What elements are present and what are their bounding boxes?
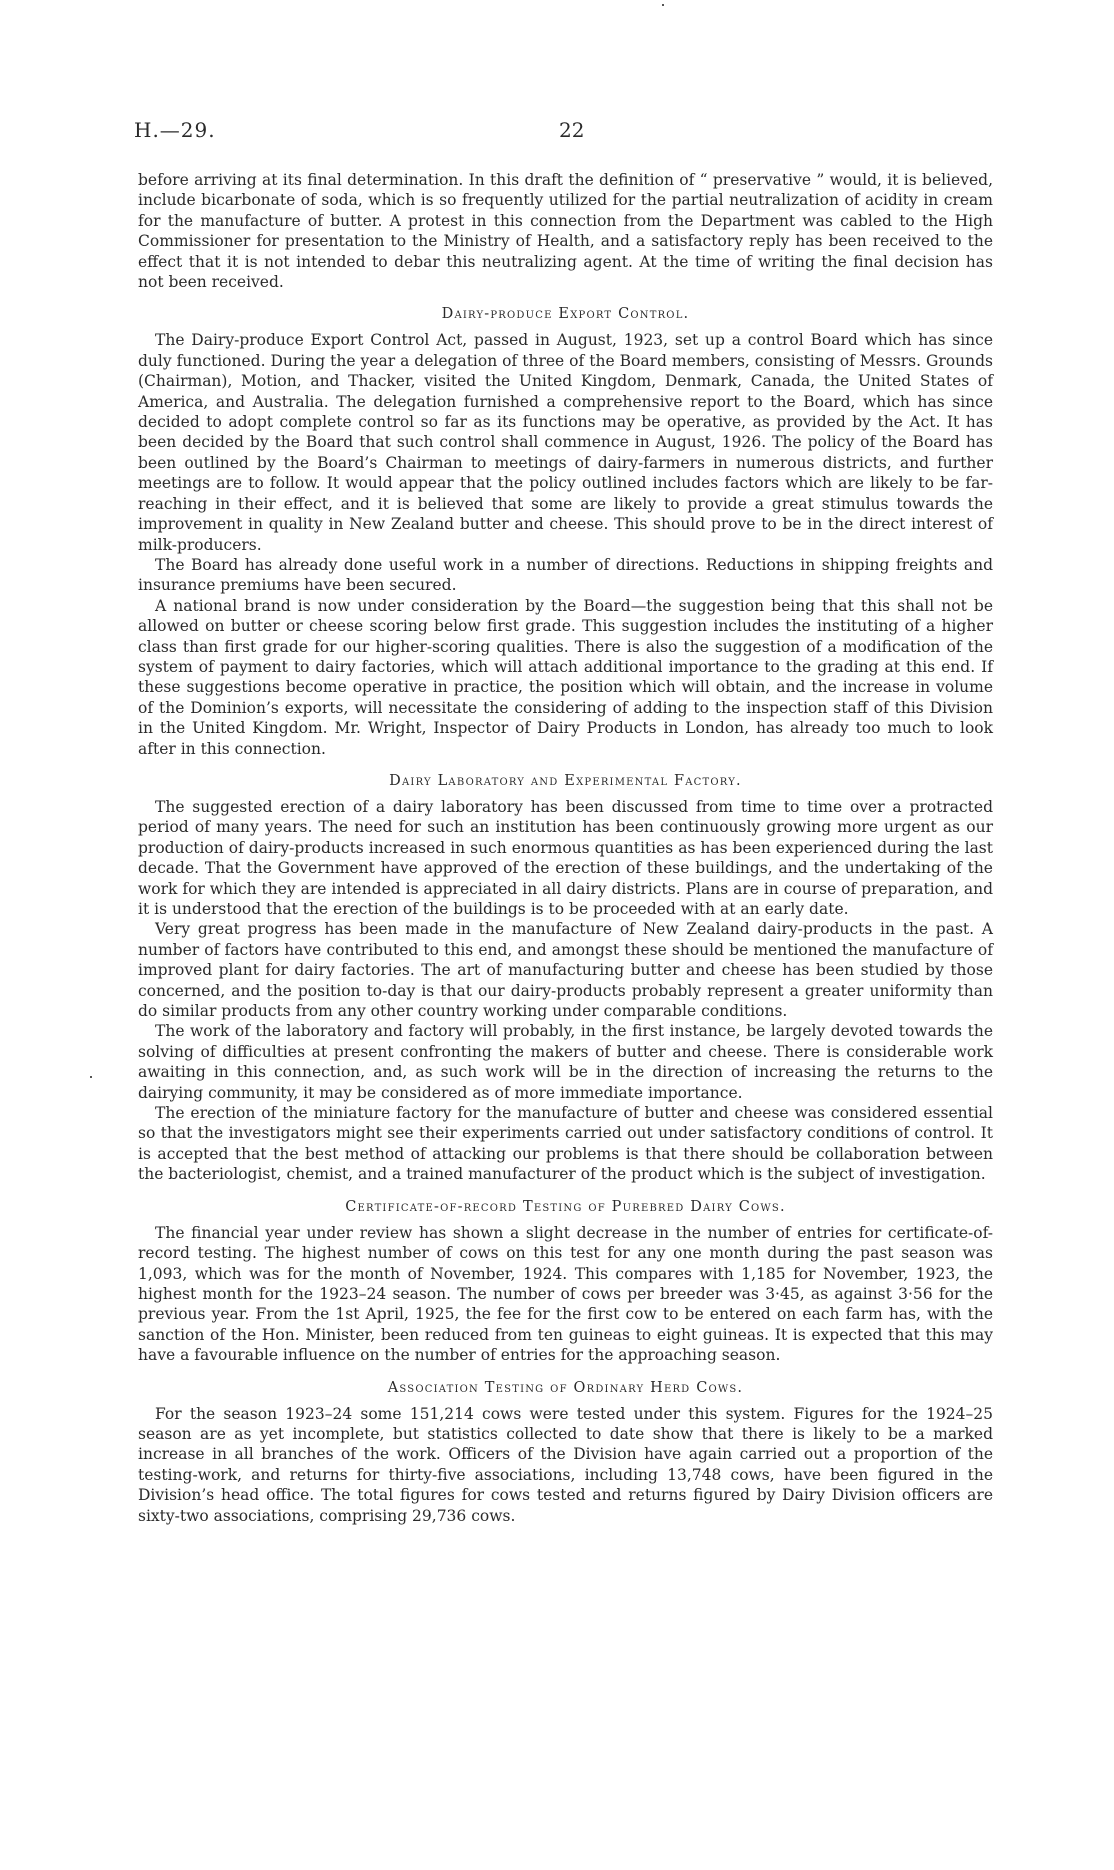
paragraph: The erection of the miniature factory for the manufacture of butter and cheese was considered essential so that the investigators might see their experiments carried out under satisfactory conditions of control. It is accepted that the best method of attacking our problems is that there should be collaboration between the bacteriologist, chemist, and a trained manufacturer of the product which is the subject of investigation. [138,1104,993,1184]
paragraph: The financial year under review has shown a slight decrease in the number of entries for certificate-of-record testing. The highest number of cows on this test for any one month during the past season was 1,093, which was for the month of November, 1924. This compares with 1,185 for November, 1923, the highest month for the 1923–24 season. The number of cows per breeder was 3·45, as against 3·56 for the previous year. From the 1st April, 1925, the fee for the first cow to be entered on each farm has, with the sanction of the Hon. Minister, been reduced from ten guineas to eight guineas. It is expected that this may have a favourable influence on the number of entries for the approaching season. [138,1223,993,1365]
paragraph: The work of the laboratory and factory will probably, in the first instance, be largely devoted towards the solving of difficulties at present confronting the makers of butter and cheese. There is considerable work awaiting in this connection, and, as such work will be in the direction of increasing the returns to the dairying community, it may be considered as of more immediate importance. [138,1022,993,1102]
page-header [134,118,994,148]
section-heading: Dairy Laboratory and Experimental Factory. [389,772,742,789]
paragraph: Very great progress has been made in the manufacture of New Zealand dairy-products in the past. A number of factors have contributed to this end, and amongst these should be mentioned the manufacture of improved plant for dairy factories. The art of manufacturing butter and cheese has been studied by those concerned, and the position to-day is that our dairy-products probably represent a greater uniformity than do similar products from any other country working under comparable conditions. [138,920,993,1021]
paragraph: before arriving at its final determination. In this draft the definition of “ preservative ” would, it is believed, include bicarbonate of soda, which is so frequently utilized for the partial neutralization of acidity in cream for the manufacture of butter. A protest in this connection from the Department was cabled to the High Commissioner for presentation to the Ministry of Health, and a satisfactory reply has been received to the effect that it is not intended to debar this neutralizing agent. At the time of writing the final decision has not been received. [138,171,993,292]
scan-mark [662,4,664,6]
paragraph: The suggested erection of a dairy laboratory has been discussed from time to time over a protracted period of many years. The need for such an institution has been continuously growing more urgent as our production of dairy-products increased in such enormous quantities as has been experienced during the last decade. That the Government have approved of the erection of these buildings, and the undertaking of the work for which they are intended is appreciated in all dairy districts. Plans are in course of preparation, and it is understood that the erection of the buildings is to be proceeded with at an early date. [138,797,993,918]
section-heading: Certificate-of-record Testing of Purebred Dairy Cows. [345,1198,786,1215]
section-heading: Dairy-produce Export Control. [441,306,690,323]
paragraph: A national brand is now under consideration by the Board—the suggestion being that this shall not be allowed on butter or cheese scoring below first grade. This suggestion includes the instituting of a higher class than first grade for our higher-scoring qualities. There is also the suggestion of a modification of the system of payment to dairy factories, which will attach additional importance to the grading at this end. If these suggestions become operative in practice, the position which will obtain, and the increase in volume of the Dominion’s exports, will necessitate the considering of adding to the inspection staff of this Division in the United Kingdom. Mr. Wright, Inspector of Dairy Products in London, has already too much to look after in this connection. [138,596,993,758]
paragraph: The Board has already done useful work in a number of directions. Reductions in shipping freights and insurance premiums have been secured. [138,555,993,595]
intro-section [138,170,993,292]
certificate-testing-section [138,1199,993,1366]
export-control-section [138,306,993,759]
scan-mark [90,1076,92,1078]
section-heading: Association Testing of Ordinary Herd Cows. [387,1379,744,1396]
paragraph: For the season 1923–24 some 151,214 cows were tested under this system. Figures for the 1924–25 season are as yet incomplete, but statistics collected to date show that there is likely to be a marked increase in all branches of the work. Officers of the Division have again carried out a proportion of the testing-work, and returns for thirty-five associations, including 13,748 cows, have been figured in the Division’s head office. The total figures for cows tested and returns figured by Dairy Division officers are sixty-two associations, comprising 29,736 cows. [138,1404,993,1525]
document-reference: H.—29. [134,118,216,142]
paragraph: The Dairy-produce Export Control Act, passed in August, 1923, set up a control Board which has since duly functioned. During the year a delegation of three of the Board members, consisting of Messrs. Grounds (Chairman), Motion, and Thacker, visited the United Kingdom, Denmark, Canada, the United States of America, and Australia. The delegation furnished a comprehensive report to the Board, which has since decided to adopt complete control so far as its functions may be operative, as provided by the Act. It has been decided by the Board that such control shall commence in August, 1926. The policy of the Board has been outlined by the Board’s Chairman to meetings of dairy-farmers in numerous districts, and further meetings are to follow. It would appear that the policy outlined includes factors which are likely to be far-reaching in their effect, and it is believed that some are likely to provide a great stimulus towards the improvement in quality in New Zealand butter and cheese. This should prove to be in the direct interest of milk-producers. [138,331,993,554]
laboratory-section [138,773,993,1185]
association-testing-section [138,1380,993,1526]
page-number: 22 [559,118,585,142]
body-column [138,170,993,1526]
